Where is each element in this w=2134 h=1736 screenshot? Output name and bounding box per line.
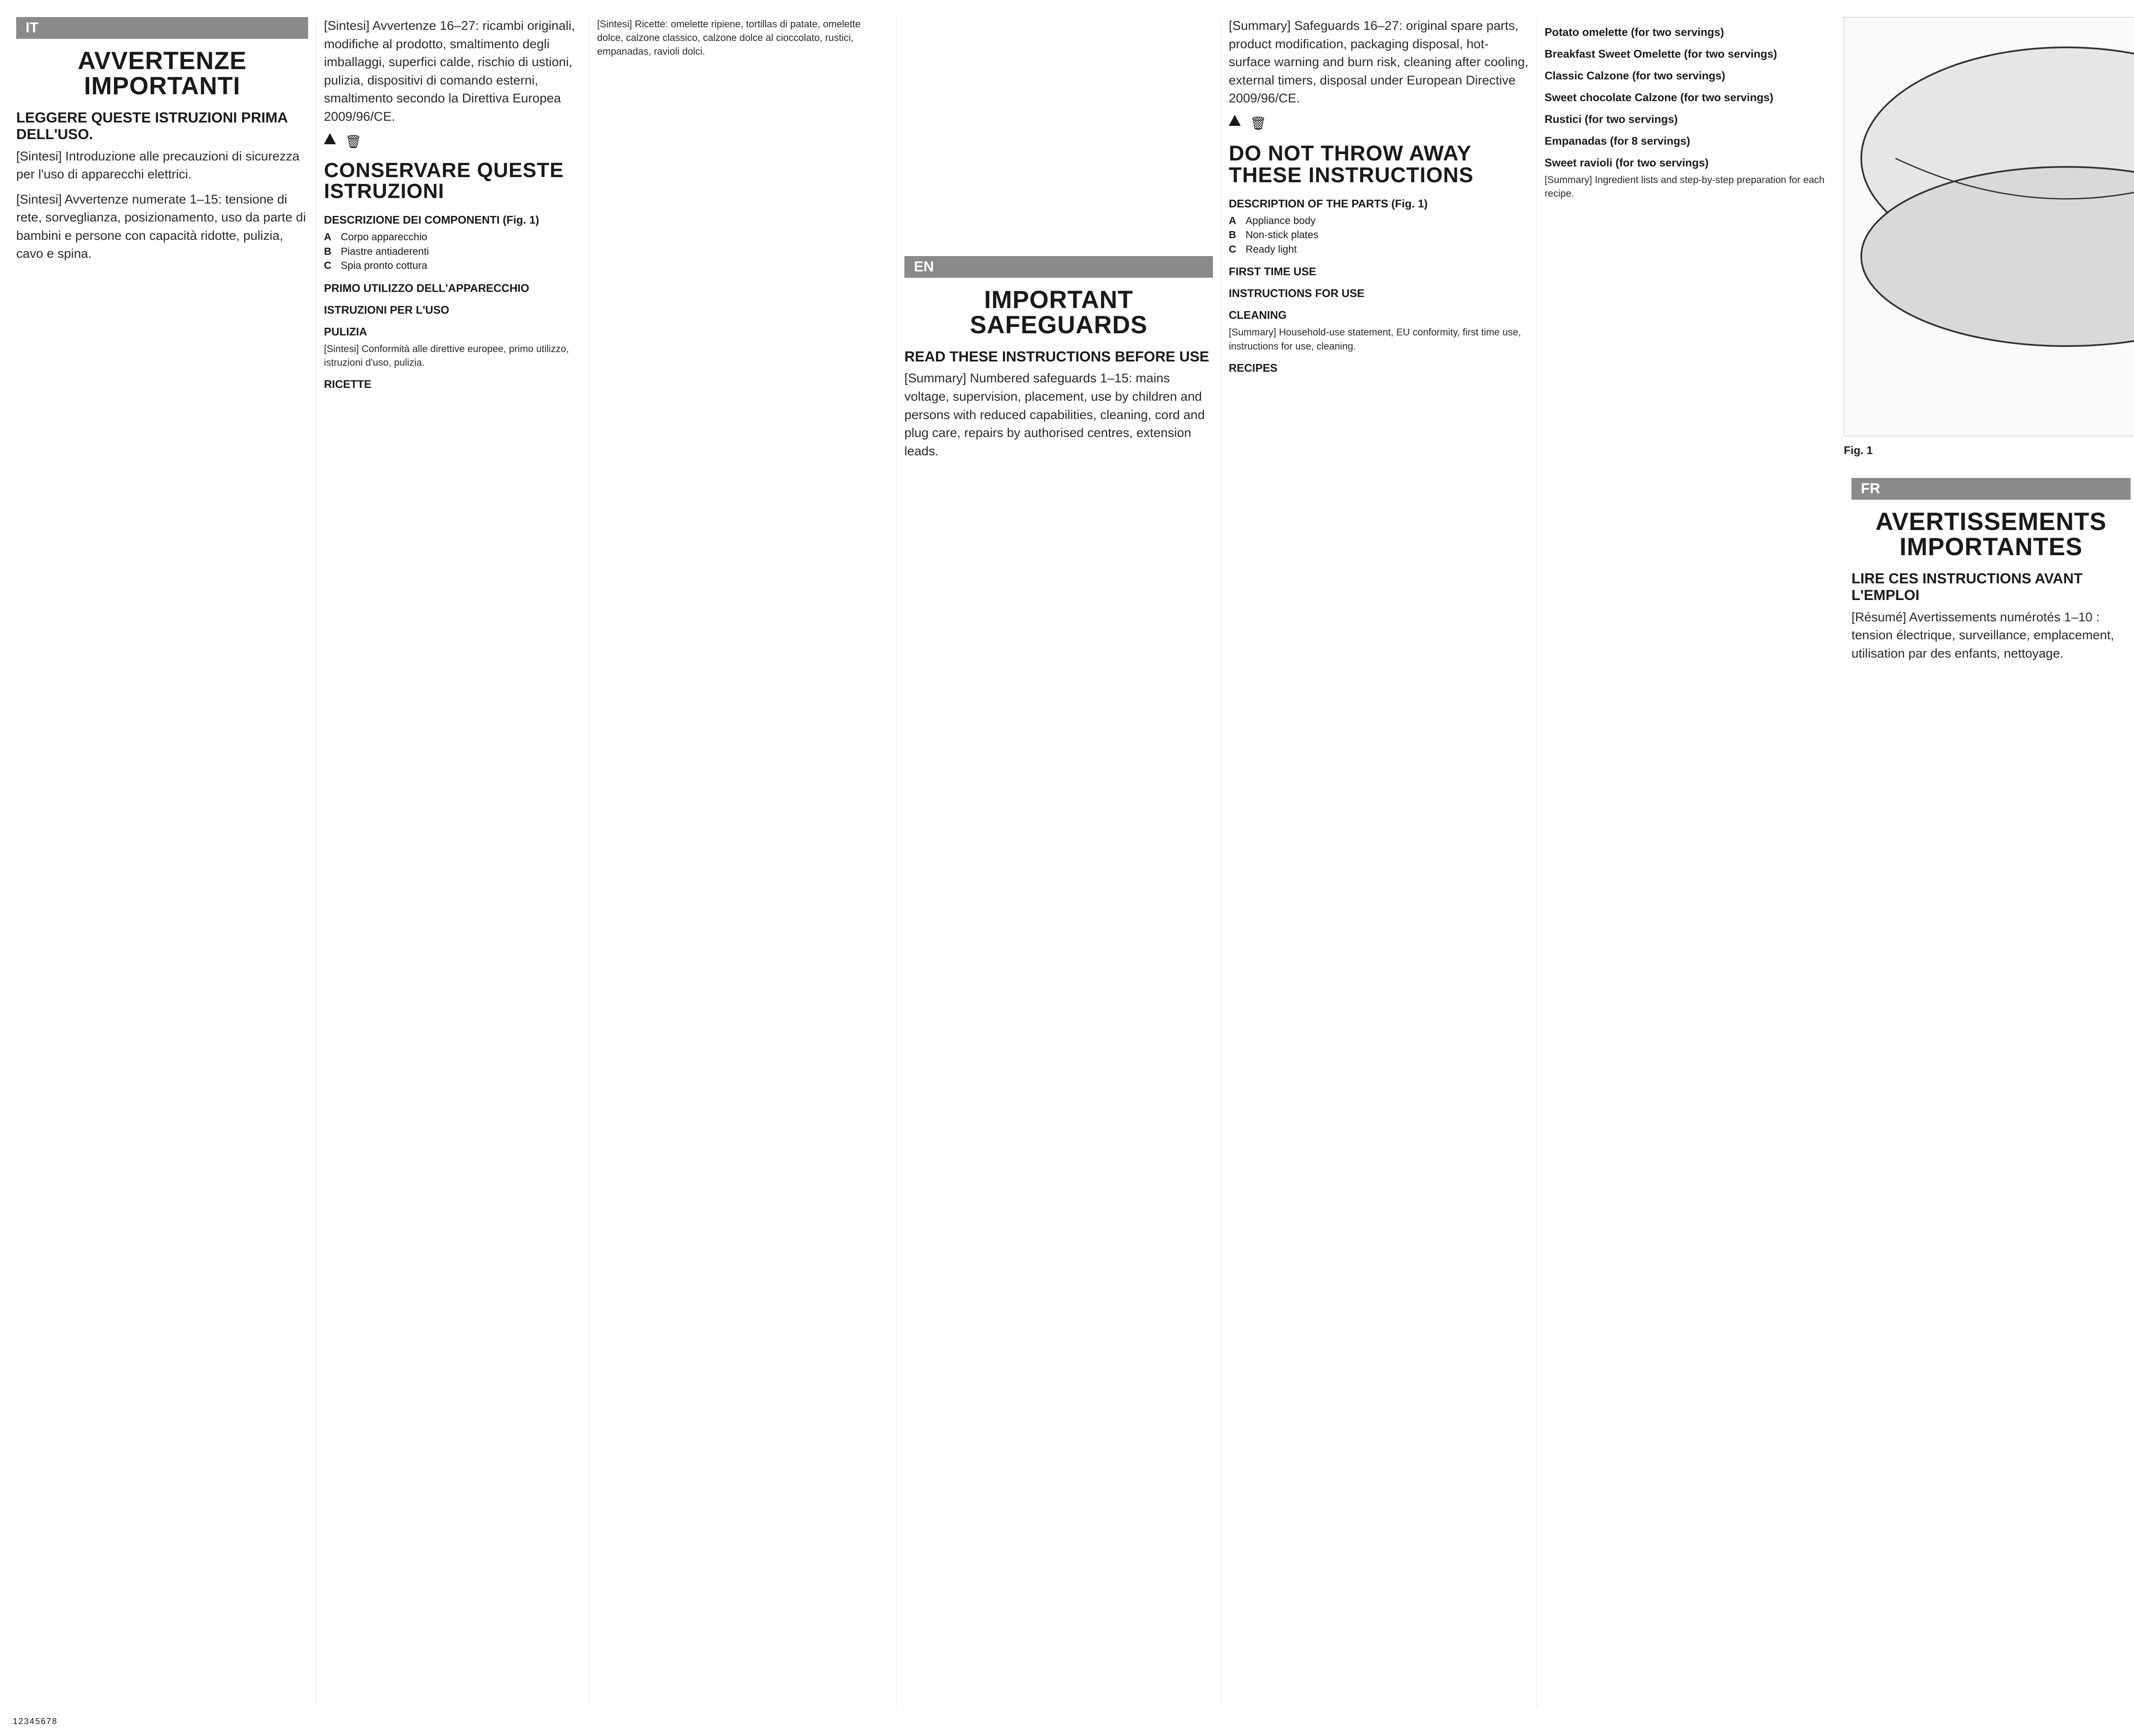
en-part-a: A Appliance body bbox=[1229, 215, 1316, 227]
column-it-3 bbox=[589, 17, 896, 1707]
en-recipe-title: Empanadas (for 8 servings) bbox=[1545, 134, 1690, 147]
footer-code: 12345678 bbox=[13, 1717, 58, 1726]
en-recipe-title: Rustici (for two servings) bbox=[1545, 113, 1678, 125]
en-parts-list bbox=[1229, 214, 1529, 257]
it-part-b: B Piastre antiaderenti bbox=[324, 245, 429, 257]
language-tab-fr: FR bbox=[1851, 478, 2131, 500]
en-recipe-title: Classic Calzone (for two servings) bbox=[1545, 69, 1726, 82]
en-part-b: B Non-stick plates bbox=[1229, 229, 1319, 241]
en-icons bbox=[1229, 115, 1529, 133]
en-cleaning-title: CLEANING bbox=[1229, 309, 1287, 322]
language-tab-it: IT bbox=[16, 17, 308, 39]
it-section-summary: [Sintesi] Conformità alle direttive europee, primo utilizzo, istruzioni d'uso, pulizia. bbox=[324, 343, 569, 368]
it-items-summary: [Sintesi] Avvertenze numerate 1–15: tensione di rete, sorveglianza, posizionamento, uso da parte di bambini e persone con capacità ridotte, pulizia, cavo e spina. bbox=[16, 192, 306, 261]
en-section-summary: [Summary] Household-use statement, EU conformity, first time use, instructions for use, cleaning. bbox=[1229, 326, 1521, 352]
it-parts-list bbox=[324, 230, 581, 273]
it-parts-title: DESCRIZIONE DEI COMPONENTI (Fig. 1) bbox=[324, 213, 539, 227]
column-fr-1 bbox=[1844, 478, 2134, 1707]
en-title: IMPORTANT SAFEGUARDS bbox=[970, 286, 1148, 339]
party-time-appliance-illustration bbox=[1844, 17, 2134, 436]
en-keep-title: DO NOT THROW AWAY THESE INSTRUCTIONS bbox=[1229, 141, 1474, 187]
column-it-1 bbox=[9, 17, 316, 1707]
language-tab-en: EN bbox=[904, 256, 1213, 278]
en-first-use-title: FIRST TIME USE bbox=[1229, 265, 1317, 278]
bin-disposal-icon: 🗑 bbox=[345, 134, 362, 149]
en-recipe-title: Sweet ravioli (for two servings) bbox=[1545, 156, 1709, 169]
it-cleaning-title: PULIZIA bbox=[324, 325, 367, 338]
figure-1-label: Fig. 1 bbox=[1844, 444, 1873, 457]
recipe-continuation-area bbox=[904, 17, 1213, 256]
en-recipes-summary: [Summary] Ingredient lists and step-by-step preparation for each recipe. bbox=[1545, 174, 1825, 199]
en-summary-1: [Summary] Numbered safeguards 1–15: mains voltage, supervision, placement, use by children and persons with reduced capabilities, cleaning, cord and plug care, repairs by authorised centres, extension leads. bbox=[904, 371, 1205, 458]
fr-subtitle: LIRE CES INSTRUCTIONS AVANT L'EMPLOI bbox=[1851, 571, 2083, 604]
en-recipe-title: Potato omelette (for two servings) bbox=[1545, 26, 1724, 38]
en-use-title: INSTRUCTIONS FOR USE bbox=[1229, 287, 1364, 300]
en-recipe-title: Sweet chocolate Calzone (for two servings) bbox=[1545, 91, 1773, 104]
it-recipes-summary: [Sintesi] Ricette: omelette ripiene, tortillas di patate, omelette dolce, calzone classico, calzone dolce al cioccolato, rustici, empanadas, ravioli dolci. bbox=[597, 18, 861, 57]
en-subtitle: READ THESE INSTRUCTIONS BEFORE USE bbox=[904, 349, 1210, 365]
it-items2-summary: [Sintesi] Avvertenze 16–27: ricambi originali, modifiche al prodotto, smaltimento degli imballaggi, superfici calde, rischio di ustioni, pulizia, dispositivi di comando esterni, smaltimento secondo la Direttiva Europea 2009/96/CE. bbox=[324, 19, 575, 124]
en-part-c: C Ready light bbox=[1229, 243, 1297, 255]
it-intro-summary: [Sintesi] Introduzione alle precauzioni di sicurezza per l'uso di apparecchi elettrici. bbox=[16, 149, 300, 182]
it-hot-warning bbox=[324, 133, 581, 151]
fr-title: AVERTISSEMENTS IMPORTANTES bbox=[1875, 508, 2107, 561]
fr-summary-1: [Résumé] Avertissements numérotés 1–10 : tension électrique, surveillance, emplacement, utilisation par des enfants, nettoyage. bbox=[1851, 610, 2114, 661]
en-summary-2: [Summary] Safeguards 16–27: original spare parts, product modification, packaging disposal, hot-surface warning and burn risk, cleaning after cooling, external timers, disposal under European Directive 2009/96/CE. bbox=[1229, 19, 1529, 106]
it-part-c: C Spia pronto cottura bbox=[324, 260, 428, 272]
column-en-2 bbox=[1221, 17, 1536, 1707]
bin-disposal-icon: 🗑 bbox=[1250, 116, 1267, 131]
en-recipe-title: Breakfast Sweet Omelette (for two servings) bbox=[1545, 47, 1777, 60]
column-it-2 bbox=[316, 17, 589, 1707]
warning-triangle-icon bbox=[1229, 115, 1241, 126]
it-first-use-title: PRIMO UTILIZZO DELL'APPARECCHIO bbox=[324, 281, 529, 294]
column-en-1 bbox=[896, 17, 1221, 1707]
en-parts-title: DESCRIPTION OF THE PARTS (Fig. 1) bbox=[1229, 197, 1428, 210]
it-part-a: A Corpo apparecchio bbox=[324, 231, 428, 243]
it-title: AVVERTENZE IMPORTANTI bbox=[78, 47, 247, 100]
it-keep-title: CONSERVARE QUESTE ISTRUZIONI bbox=[324, 159, 564, 203]
it-recipes-title: RICETTE bbox=[324, 378, 372, 391]
warning-triangle-icon bbox=[324, 133, 336, 144]
en-recipes-title: RECIPES bbox=[1229, 361, 1278, 374]
it-use-title: ISTRUZIONI PER L'USO bbox=[324, 303, 449, 316]
column-en-3 bbox=[1536, 17, 1835, 1707]
figure-1 bbox=[1844, 17, 2134, 436]
it-subtitle: LEGGERE QUESTE ISTRUZIONI PRIMA DELL'USO. bbox=[16, 110, 288, 143]
